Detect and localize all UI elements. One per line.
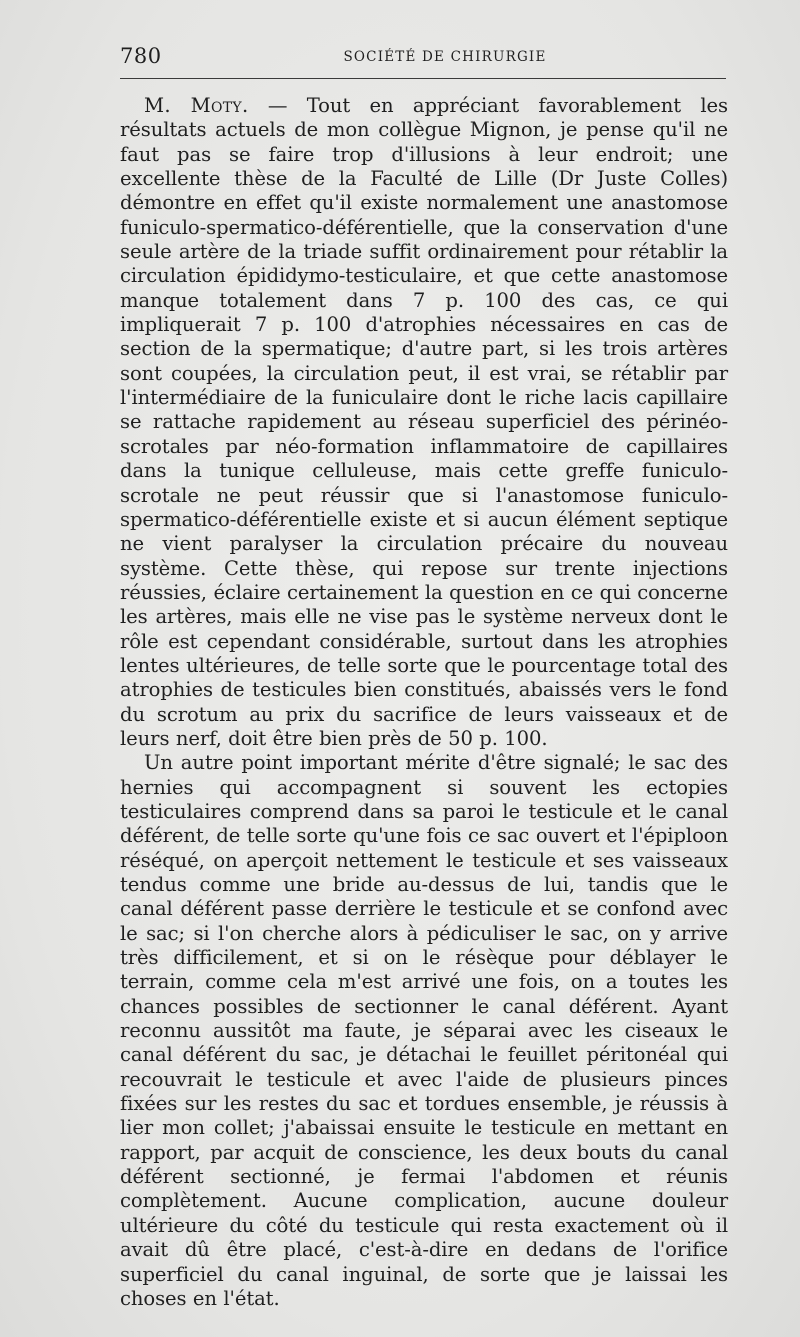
speaker-name: M. Moty. bbox=[144, 94, 249, 117]
paragraph-hernia-sac bbox=[120, 751, 728, 1311]
header-rule bbox=[120, 78, 726, 79]
page-header bbox=[120, 44, 730, 70]
paragraph-moty-remarks bbox=[120, 94, 728, 751]
running-head: SOCIÉTÉ DE CHIRURGIE bbox=[343, 49, 547, 65]
paragraph-text: — Tout en appréciant favorablement les résultats actuels de mon collègue Mignon, je pense qu'il ne faut pas se faire trop d'illusions à leur endroit; une excellente thèse de la Faculté de Lille (Dr Juste Colles) démontre en effet qu'il existe normalement une anastomose funiculo-spermatico-déférentielle, que la conservation d'une seule artère de la triade suffit ordinairement pour rétablir la circulation épididymo-testiculaire, et que cette anastomose manque totalement dans 7 p. 100 des cas, ce qui impliquerait 7 p. 100 d'atrophies nécessaires en cas de section de la spermatique; d'autre part, si les trois artères sont coupées, la circulation peut, il est vrai, se rétablir par l'intermédiaire de la funiculaire dont le riche lacis capillaire se rattache rapidement au réseau superficiel des périnéo-scrotales par néo-formation inflammatoire de capillaires dans la tunique celluleuse, mais cette greffe funiculo-scrotale ne peut réussir que si l'anastomose funiculo-spermatico-déférentielle existe et si aucun élément septique ne vient paralyser la circulation précaire du nouveau système. Cette thèse, qui repose sur trente injections réussies, éclaire certainement la question en ce qui concerne les artères, mais elle ne vise pas le système nerveux dont le rôle est cependant considérable, surtout dans les atrophies lentes ultérieures, de telle sorte que le pourcentage total des atrophies de testicules bien constitués, abaissés vers le fond du scrotum au prix du sacrifice de leurs vaisseaux et de leurs nerf, doit être bien près de 50 p. 100. bbox=[120, 94, 728, 750]
page-number: 780 bbox=[120, 44, 162, 68]
paragraph-text: Un autre point important mérite d'être signalé; le sac des hernies qui accompagnent si souvent les ectopies testiculaires comprend dans sa paroi le testicule et le canal déférent, de telle sorte qu'une fois ce sac ouvert et l'épiploon réséqué, on aperçoit nettement le testicule et ses vaisseaux tendus comme une bride au-dessus de lui, tandis que le canal déférent passe derrière le testicule et se confond avec le sac; si l'on cherche alors à pédiculiser le sac, on y arrive très difficilement, et si on le résèque pour déblayer le terrain, comme cela m'est arrivé une fois, on a toutes les chances possibles de sectionner le canal déférent. Ayant reconnu aussitôt ma faute, je séparai avec les ciseaux le canal déférent du sac, je détachai le feuillet péritonéal qui recouvrait le testicule et avec l'aide de plusieurs pinces fixées sur les restes du sac et tordues ensemble, je réussis à lier mon collet; j'abaissai ensuite le testicule en mettant en rapport, par acquit de conscience, les deux bouts du canal déférent sectionné, je fermai l'abdomen et réunis complètement. Aucune complication, aucune douleur ultérieure du côté du testicule qui resta exactement où il avait dû être placé, c'est-à-dire en dedans de l'orifice superficiel du canal inguinal, de sorte que je laissai les choses en l'état. bbox=[120, 751, 728, 1310]
body-text bbox=[120, 94, 728, 1311]
